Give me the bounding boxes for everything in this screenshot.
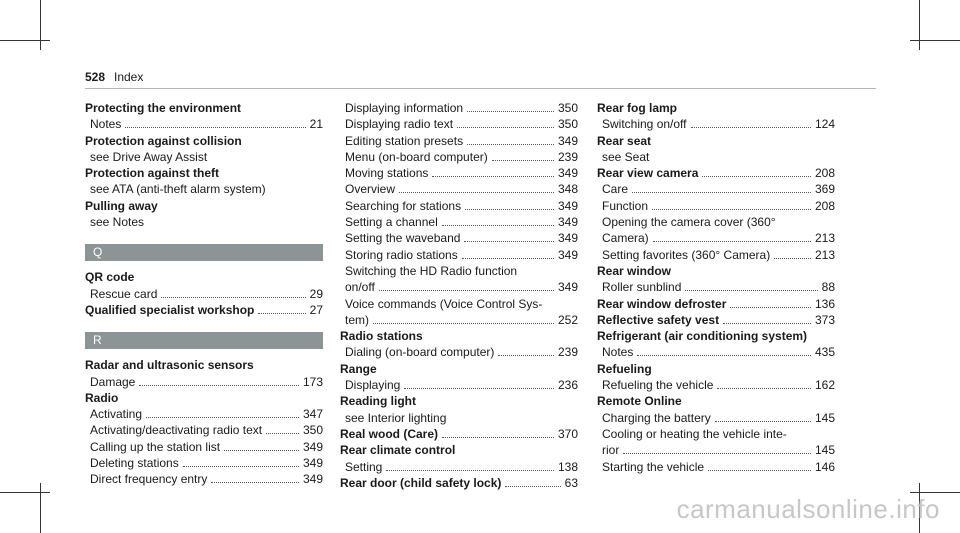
index-subentry[interactable] xyxy=(340,165,578,181)
leader-dots xyxy=(632,192,811,193)
page-ref[interactable]: 239 xyxy=(557,149,578,164)
index-subentry[interactable] xyxy=(597,230,835,246)
index-entry xyxy=(597,263,835,296)
index-entry xyxy=(85,165,323,198)
index-entry xyxy=(597,296,835,312)
index-subentry[interactable] xyxy=(340,279,578,295)
index-subentry[interactable] xyxy=(85,422,323,438)
page-ref[interactable]: 349 xyxy=(557,198,578,213)
index-entry xyxy=(85,357,323,390)
leader-dots xyxy=(730,307,811,308)
index-term-with-page[interactable] xyxy=(597,312,835,328)
index-term: Protection against collision xyxy=(85,133,242,148)
index-term: QR code xyxy=(85,270,135,285)
page-ref[interactable]: 27 xyxy=(309,302,323,317)
index-subentry[interactable] xyxy=(597,344,835,360)
leader-dots xyxy=(211,482,299,483)
index-subentry[interactable] xyxy=(340,377,578,393)
index-entry xyxy=(340,361,578,394)
leader-dots xyxy=(505,486,560,487)
subentry-text: Camera) xyxy=(602,231,649,246)
leader-dots xyxy=(462,258,554,259)
subentry-text: Notes xyxy=(90,117,122,132)
leader-dots xyxy=(258,313,305,314)
index-term: Rear climate control xyxy=(340,443,456,458)
index-subentry[interactable] xyxy=(85,439,323,455)
section-header-q: Q xyxy=(85,244,323,261)
page-ref[interactable]: 124 xyxy=(814,117,835,132)
index-entry xyxy=(340,328,578,361)
index-entry xyxy=(85,390,323,488)
index-term-with-page[interactable] xyxy=(340,426,578,442)
index-term: Pulling away xyxy=(85,198,158,213)
crop-mark xyxy=(40,483,41,533)
subentry-text: Menu (on-board computer) xyxy=(345,149,488,164)
subentry-text: Deleting stations xyxy=(90,456,179,471)
index-subentry[interactable] xyxy=(85,406,323,422)
page-ref[interactable]: 88 xyxy=(821,280,835,295)
subentry-text: Setting a channel xyxy=(345,215,438,230)
leader-dots xyxy=(637,355,811,356)
index-subentry[interactable] xyxy=(85,374,323,390)
subentry-text: Activating xyxy=(90,407,143,422)
index-entry xyxy=(85,198,323,231)
page-ref[interactable]: 138 xyxy=(557,459,578,474)
page-ref[interactable]: 348 xyxy=(557,182,578,197)
index-subentry[interactable] xyxy=(597,247,835,263)
leader-dots xyxy=(465,209,554,210)
index-column-1 xyxy=(85,100,323,488)
page-ref[interactable]: 349 xyxy=(302,472,323,487)
header-rule xyxy=(85,88,876,89)
index-subentry[interactable] xyxy=(85,286,323,302)
subentry-text: Displaying radio text xyxy=(345,117,454,132)
index-entry xyxy=(85,100,323,133)
leader-dots xyxy=(161,297,305,298)
subentry-text: Searching for stations xyxy=(345,198,462,213)
index-term: Protection against theft xyxy=(85,166,220,181)
page-ref[interactable]: 173 xyxy=(302,374,323,389)
subentry-text-line: Voice commands (Voice Control Sys- xyxy=(345,296,543,311)
index-term: Rear window defroster xyxy=(597,296,727,311)
leader-dots xyxy=(457,127,554,128)
subentry-text: Switching on/off xyxy=(602,117,687,132)
leader-dots xyxy=(715,421,811,422)
leader-dots xyxy=(224,450,299,451)
page-ref[interactable]: 162 xyxy=(814,378,835,393)
page-ref[interactable]: 236 xyxy=(557,378,578,393)
leader-dots xyxy=(464,241,554,242)
page-ref[interactable]: 349 xyxy=(557,247,578,262)
subentry-text: tem) xyxy=(345,312,369,327)
index-term-with-page[interactable] xyxy=(85,302,323,318)
subentry-text: Displaying information xyxy=(345,101,464,115)
index-entry xyxy=(340,475,578,491)
leader-dots xyxy=(125,127,305,128)
leader-dots xyxy=(774,258,811,259)
see-reference[interactable]: see Seat xyxy=(602,149,650,164)
page-label: Index xyxy=(114,70,144,84)
index-subentry[interactable] xyxy=(597,442,835,458)
index-term: Radar and ultrasonic sensors xyxy=(85,358,254,373)
page-ref[interactable]: 369 xyxy=(814,182,835,197)
index-subentry[interactable] xyxy=(597,459,835,475)
page-ref[interactable]: 349 xyxy=(557,215,578,230)
page-number: 528 xyxy=(85,70,106,84)
page-ref[interactable]: 145 xyxy=(814,410,835,425)
see-reference[interactable]: see ATA (anti-theft alarm system) xyxy=(90,182,266,197)
section-header-r: R xyxy=(85,332,323,349)
index-entry xyxy=(340,442,578,475)
index-subentry[interactable] xyxy=(340,344,578,360)
page-ref[interactable]: 349 xyxy=(302,456,323,471)
subentry-text: Setting the waveband xyxy=(345,231,461,246)
leader-dots xyxy=(442,437,554,438)
leader-dots xyxy=(432,176,554,177)
index-term: Radio xyxy=(85,390,119,405)
index-column-3 xyxy=(597,100,835,475)
subentry-text: Notes xyxy=(602,345,634,360)
subentry-text: rior xyxy=(602,443,620,458)
page-ref[interactable]: 347 xyxy=(302,407,323,422)
crop-mark xyxy=(910,492,960,493)
index-term: Real wood (Care) xyxy=(340,426,439,441)
subentry-text: Storing radio stations xyxy=(345,247,458,262)
leader-dots xyxy=(717,388,811,389)
index-entry xyxy=(597,312,835,328)
index-term: Rear window xyxy=(597,263,672,278)
index-term-with-page[interactable] xyxy=(597,296,835,312)
page-ref[interactable]: 373 xyxy=(814,312,835,327)
index-subentry[interactable] xyxy=(340,181,578,197)
crop-mark xyxy=(919,0,920,50)
leader-dots xyxy=(498,355,554,356)
index-entry xyxy=(340,393,578,426)
index-term: Protecting the environment xyxy=(85,101,242,115)
subentry-text: Care xyxy=(602,182,629,197)
index-subentry[interactable] xyxy=(340,133,578,149)
index-term: Rear seat xyxy=(597,133,652,148)
page-ref[interactable]: 213 xyxy=(814,247,835,262)
index-subentry[interactable] xyxy=(85,116,323,132)
index-subentry[interactable] xyxy=(85,455,323,471)
subentry-text: Setting favorites (360° Camera) xyxy=(602,247,771,262)
page-ref[interactable]: 349 xyxy=(557,231,578,246)
index-subentry[interactable] xyxy=(85,471,323,487)
index-term-with-page[interactable] xyxy=(597,165,835,181)
leader-dots xyxy=(653,241,811,242)
index-subentry[interactable] xyxy=(597,116,835,132)
index-term: Refrigerant (air conditioning system) xyxy=(597,329,808,344)
leader-dots xyxy=(146,417,299,418)
subentry-text: Editing station presets xyxy=(345,133,464,148)
page-ref[interactable]: 146 xyxy=(814,459,835,474)
page-ref[interactable]: 145 xyxy=(814,443,835,458)
index-entry xyxy=(85,269,323,302)
leader-dots xyxy=(492,160,554,161)
crop-mark xyxy=(0,492,50,493)
subentry-text: Dialing (on-board computer) xyxy=(345,345,495,360)
subentry-text: Damage xyxy=(90,374,136,389)
page-ref[interactable]: 349 xyxy=(557,133,578,148)
index-subentry[interactable] xyxy=(340,459,578,475)
leader-dots xyxy=(183,466,299,467)
index-entry xyxy=(597,133,835,166)
index-term: Reading light xyxy=(340,394,416,409)
leader-dots xyxy=(139,385,299,386)
watermark: carmanualsonline.info xyxy=(676,494,940,524)
index-column-2 xyxy=(340,100,578,491)
subentry-text: on/off xyxy=(345,280,375,295)
page-ref[interactable]: 29 xyxy=(309,286,323,301)
leader-dots xyxy=(623,453,811,454)
leader-dots xyxy=(467,111,554,112)
page-ref[interactable]: 21 xyxy=(309,117,323,132)
leader-dots xyxy=(442,225,554,226)
index-subentry[interactable] xyxy=(340,247,578,263)
page-ref[interactable]: 213 xyxy=(814,231,835,246)
index-subentry[interactable] xyxy=(597,410,835,426)
page-ref[interactable]: 252 xyxy=(557,312,578,327)
page-ref[interactable]: 208 xyxy=(814,166,835,181)
page-ref[interactable]: 208 xyxy=(814,198,835,213)
index-term: Refueling xyxy=(597,361,652,376)
index-term: Range xyxy=(340,361,377,376)
leader-dots xyxy=(266,433,299,434)
index-term: Qualified specialist workshop xyxy=(85,302,255,317)
index-subentry[interactable] xyxy=(340,312,578,328)
page-ref[interactable]: 349 xyxy=(557,166,578,181)
leader-dots xyxy=(386,470,554,471)
index-subentry[interactable] xyxy=(597,198,835,214)
page-ref[interactable]: 435 xyxy=(814,345,835,360)
page-ref[interactable]: 349 xyxy=(557,280,578,295)
see-reference[interactable]: see Interior lighting xyxy=(345,410,447,425)
index-entry xyxy=(597,393,835,474)
index-entry xyxy=(85,302,323,318)
index-term: Reflective safety vest xyxy=(597,312,720,327)
index-entry xyxy=(597,328,835,361)
leader-dots xyxy=(373,323,554,324)
leader-dots xyxy=(379,290,554,291)
subentry-text: Setting xyxy=(345,459,383,474)
index-subentry[interactable] xyxy=(340,230,578,246)
index-term: Rear view camera xyxy=(597,166,699,181)
subentry-text: Moving stations xyxy=(345,166,429,181)
leader-dots xyxy=(399,192,554,193)
page-ref[interactable]: 350 xyxy=(302,423,323,438)
leader-dots xyxy=(691,127,811,128)
index-entry xyxy=(597,165,835,263)
leader-dots xyxy=(467,144,554,145)
index-subentry[interactable] xyxy=(340,100,578,116)
index-term: Rear fog lamp xyxy=(597,101,678,115)
leader-dots xyxy=(723,323,811,324)
crop-mark xyxy=(0,40,50,41)
subentry-text-line: Cooling or heating the vehicle inte- xyxy=(602,426,787,441)
leader-dots xyxy=(685,290,817,291)
subentry-text: Roller sunblind xyxy=(602,280,682,295)
index-entry xyxy=(340,426,578,442)
index-subentry[interactable] xyxy=(340,214,578,230)
index-term-with-page[interactable] xyxy=(340,475,578,491)
page-ref[interactable]: 349 xyxy=(302,439,323,454)
subentry-text: Starting the vehicle xyxy=(602,459,705,474)
index-subentry[interactable] xyxy=(340,149,578,165)
subentry-text: Direct frequency entry xyxy=(90,472,208,487)
index-term: Radio stations xyxy=(340,329,423,344)
subentry-text: Activating/deactivating radio text xyxy=(90,423,263,438)
page-ref[interactable]: 239 xyxy=(557,345,578,360)
subentry-text: Refueling the vehicle xyxy=(602,378,714,393)
page-ref[interactable]: 350 xyxy=(557,101,578,115)
index-entry-continued xyxy=(340,100,578,328)
crop-mark xyxy=(910,40,960,41)
index-subentry[interactable] xyxy=(340,116,578,132)
index-subentry[interactable] xyxy=(597,377,835,393)
leader-dots xyxy=(702,176,811,177)
see-reference[interactable]: see Notes xyxy=(90,215,145,230)
index-subentry[interactable] xyxy=(597,181,835,197)
leader-dots xyxy=(652,209,811,210)
index-subentry[interactable] xyxy=(340,198,578,214)
subentry-text: Displaying xyxy=(345,378,401,393)
index-term: Remote Online xyxy=(597,394,682,409)
subentry-text: Function xyxy=(602,198,649,213)
see-reference[interactable]: see Drive Away Assist xyxy=(90,149,208,164)
subentry-text: Charging the battery xyxy=(602,410,711,425)
index-subentry[interactable] xyxy=(597,279,835,295)
index-term: Rear door (child safety lock) xyxy=(340,475,502,490)
page-ref[interactable]: 350 xyxy=(557,117,578,132)
leader-dots xyxy=(708,470,811,471)
index-entry xyxy=(85,133,323,166)
index-entry xyxy=(597,361,835,394)
crop-mark xyxy=(40,0,41,50)
page-ref[interactable]: 136 xyxy=(814,296,835,311)
page-ref[interactable]: 370 xyxy=(557,426,578,441)
page-ref[interactable]: 63 xyxy=(564,475,578,490)
subentry-text-line: Opening the camera cover (360° xyxy=(602,215,776,230)
leader-dots xyxy=(404,388,554,389)
subentry-text-line: Switching the HD Radio function xyxy=(345,263,518,278)
subentry-text: Overview xyxy=(345,182,396,197)
index-entry xyxy=(597,100,835,133)
subentry-text: Calling up the station list xyxy=(90,439,221,454)
subentry-text: Rescue card xyxy=(90,286,158,301)
